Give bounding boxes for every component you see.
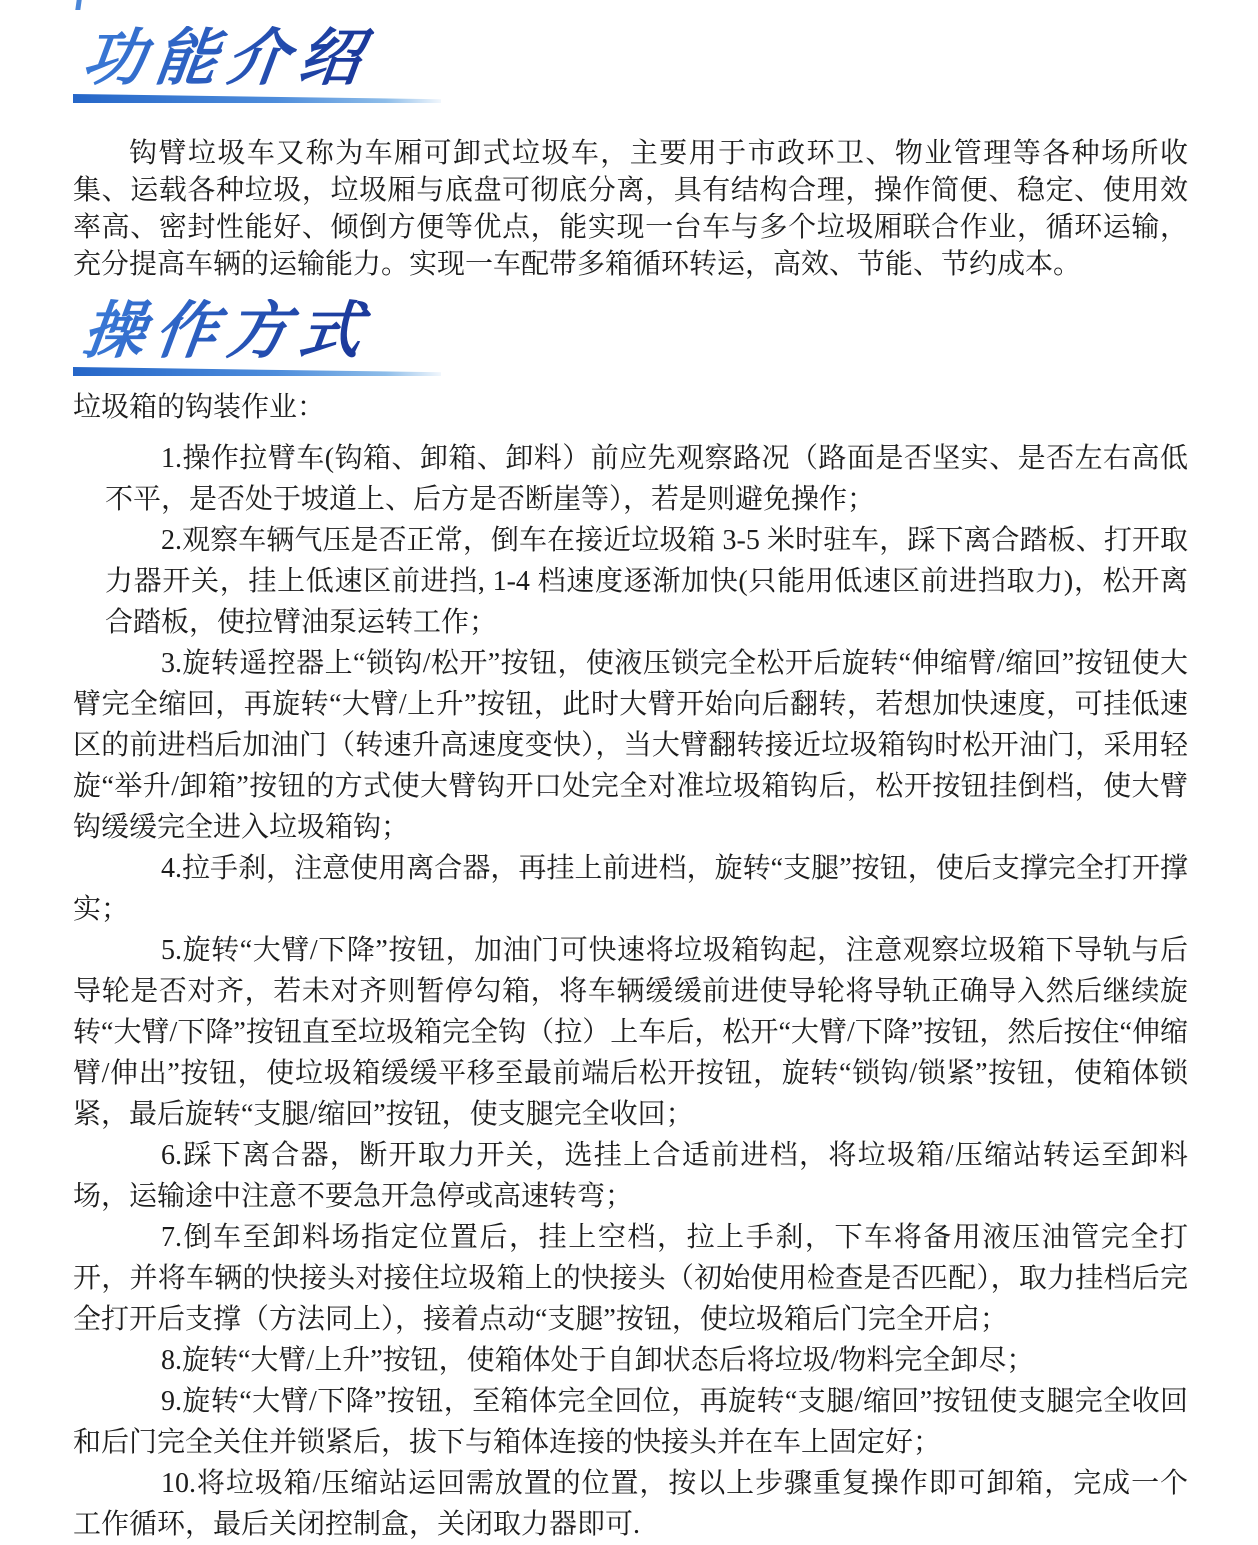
operation-list-intro: 垃圾箱的钩装作业： <box>73 392 326 423</box>
features-heading-underline <box>73 94 441 103</box>
operation-steps-list <box>73 438 1188 1545</box>
operation-step-5: 5.旋转“大臂/下降”按钮，加油门可快速将垃圾箱钩起，注意观察垃圾箱下导轨与后导轮是否对齐，若未对齐则暂停勾箱，将车辆缓缓前进使导轮将导轨正确导入然后继续旋转“大臂/下降”按钮直至垃圾箱完全钩（拉）上车后，松开“大臂/下降”按钮，然后按住“伸缩臂/伸出”按钮，使垃圾箱缓缓平移至最前端后松开按钮，旋转“锁钩/锁紧”按钮，使箱体锁紧，最后旋转“支腿/缩回”按钮，使支腿完全收回； <box>73 935 1188 1130</box>
operation-step-8: 8.旋转“大臂/上升”按钮，使箱体处于自卸状态后将垃圾/物料完全卸尽； <box>161 1345 1035 1376</box>
operation-step-7: 7.倒车至卸料场指定位置后，挂上空档，拉上手刹，下车将备用液压油管完全打开，并将车辆的快接头对接住垃圾箱上的快接头（初始使用检查是否匹配），取力挂档后完全打开后支撑（方法同上），接着点动“支腿”按钮，使垃圾箱后门完全开启； <box>73 1222 1188 1335</box>
operation-step-3: 3.旋转遥控器上“锁钩/松开”按钮，使液压锁完全松开后旋转“伸缩臂/缩回”按钮使大臂完全缩回，再旋转“大臂/上升”按钮，此时大臂开始向后翻转，若想加快速度，可挂低速区的前进档后加油门（转速升高速度变快），当大臂翻转接近垃圾箱钩时松开油门，采用轻旋“举升/卸箱”按钮的方式使大臂钩开口处完全对准垃圾箱钩后，松开按钮挂倒档，使大臂钩缓缓完全进入垃圾箱钩； <box>73 648 1188 843</box>
features-heading: 功能介绍 <box>73 26 375 92</box>
section-operation <box>73 283 1188 376</box>
operation-step-1: 1.操作拉臂车(钩箱、卸箱、卸料）前应先观察路况（路面是否坚实、是否左右高低不平，是否处于坡道上、后方是否断崖等），若是则避免操作； <box>105 443 1188 515</box>
operation-heading-underline <box>73 367 441 376</box>
operation-step-4: 4.拉手刹，注意使用离合器，再挂上前进档，旋转“支腿”按钮，使后支撑完全打开撑实； <box>73 853 1188 925</box>
operation-step-9: 9.旋转“大臂/下降”按钮，至箱体完全回位，再旋转“支腿/缩回”按钮使支腿完全收回和后门完全关住并锁紧后，拔下与箱体连接的快接头并在车上固定好； <box>73 1386 1188 1458</box>
operation-step-6: 6.踩下离合器，断开取力开关，选挂上合适前进档，将垃圾箱/压缩站转运至卸料场，运输途中注意不要急开急停或高速转弯； <box>73 1140 1188 1212</box>
features-paragraph: 钩臂垃圾车又称为车厢可卸式垃圾车，主要用于市政环卫、物业管理等各种场所收集、运载各种垃圾，垃圾厢与底盘可彻底分离，具有结构合理，操作简便、稳定、使用效率高、密封性能好、倾倒方便等优点，能实现一台车与多个垃圾厢联合作业，循环运输，充分提高车辆的运输能力。实现一车配带多箱循环转运，高效、节能、节约成本。 <box>73 138 1188 280</box>
section-features <box>73 0 1188 103</box>
operation-heading: 操作方式 <box>73 299 375 365</box>
operation-step-10: 10.将垃圾箱/压缩站运回需放置的位置，按以上步骤重复操作即可卸箱，完成一个 工作循环，最后关闭控制盒，关闭取力器即可. <box>73 1468 1188 1540</box>
operation-step-2: 2.观察车辆气压是否正常，倒车在接近垃圾箱 3-5 米时驻车，踩下离合踏板、打开取力器开关，挂上低速区前进挡, 1-4 档速度逐渐加快(只能用低速区前进挡取力)，松开离合踏板，使拉臂油泵运转工作； <box>105 525 1188 638</box>
